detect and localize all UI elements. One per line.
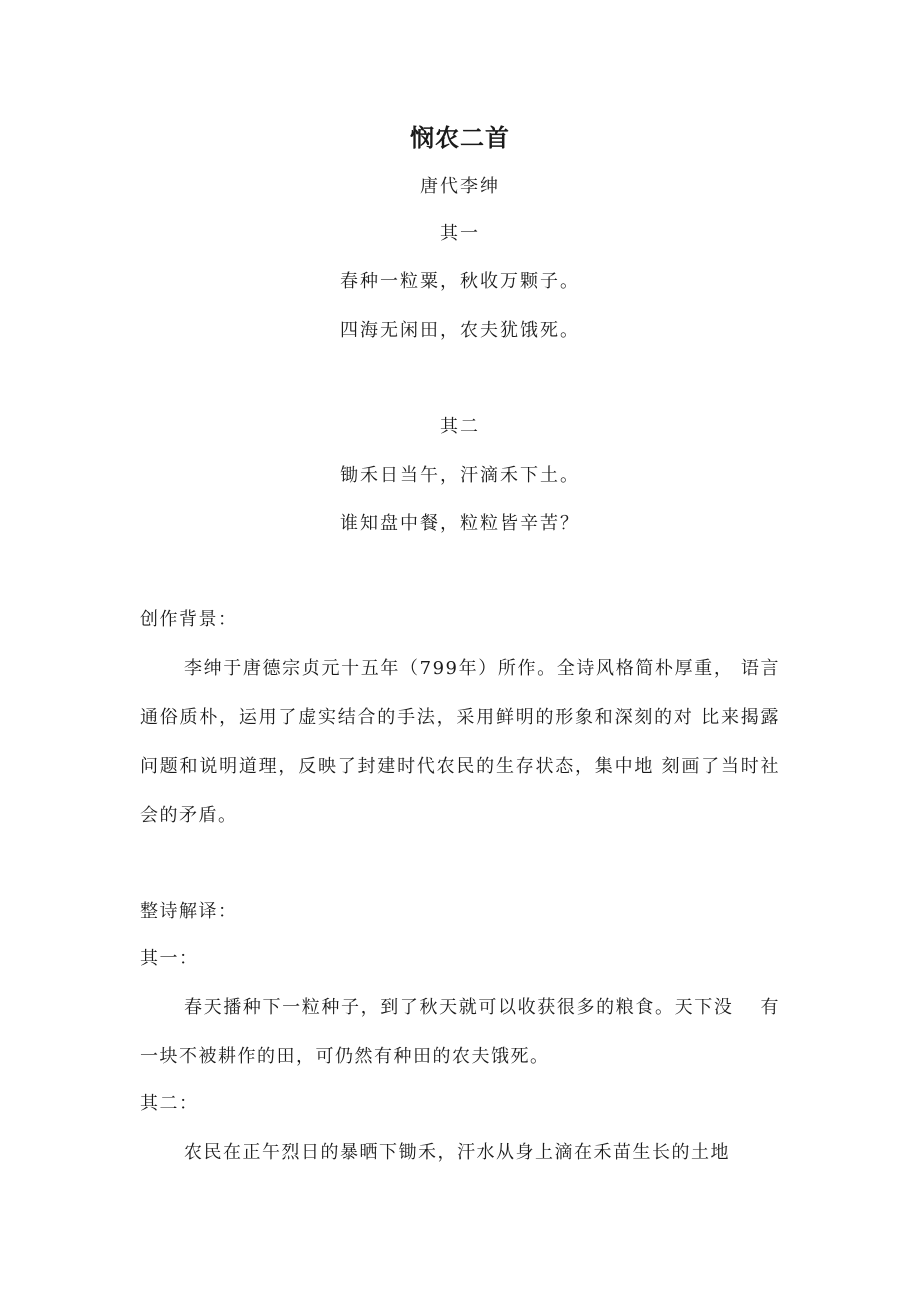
background-heading: 创作背景： <box>140 609 238 630</box>
poem-2-line-1: 锄禾日当午，汗滴禾下土。 <box>340 465 580 486</box>
translation-part-1-label: 其一： <box>140 948 199 969</box>
poem-1-line-1: 春种一粒粟，秋收万颗子。 <box>340 271 580 292</box>
translation-heading: 整诗解译： <box>140 901 238 922</box>
poem-2-label: 其二 <box>440 416 480 437</box>
poem-1-line-2: 四海无闲田，农夫犹饿死。 <box>340 320 580 341</box>
background-paragraph: 李绅于唐德宗贞元十五年（799年）所作。全诗风格简朴厚重， 语言通俗质朴，运用了虚实结合的手法，采用鲜明的形象和深刻的对 比来揭露问题和说明道理，反映了封建时代农民的生存状态，集中地 刻画了当时社会的矛盾。 <box>140 658 780 826</box>
background-section <box>140 607 780 840</box>
translation-part-2-label: 其二： <box>140 1093 199 1114</box>
poem-1-label: 其一 <box>440 223 480 244</box>
poem-title: 悯农二首 <box>410 124 510 152</box>
poem-2-line-2: 谁知盘中餐，粒粒皆辛苦？ <box>340 513 580 534</box>
poem-author: 唐代李绅 <box>420 176 500 197</box>
translation-part-2-text: 农民在正午烈日的暴晒下锄禾，汗水从身上滴在禾苗生长的土地 <box>184 1142 730 1163</box>
translation-part-1-text: 春天播种下一粒种子，到了秋天就可以收获很多的粮食。天下没 有一块不被耕作的田，可仍然有种田的农夫饿死。 <box>140 997 780 1067</box>
translation-section <box>140 899 780 1177</box>
